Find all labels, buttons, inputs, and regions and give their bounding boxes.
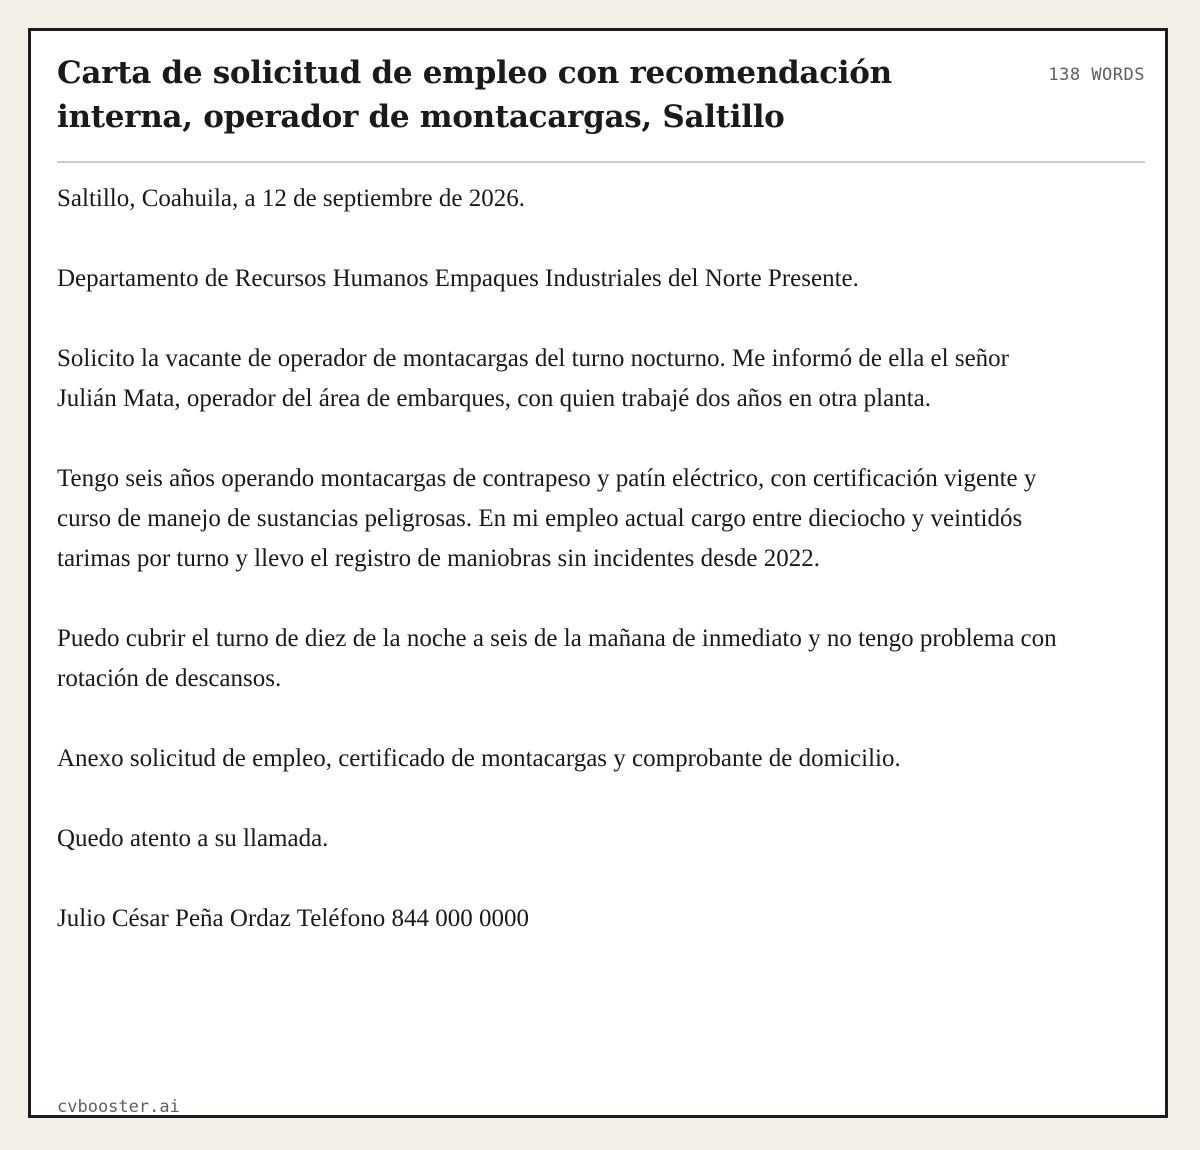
letter-card xyxy=(28,28,1168,1118)
letter-header xyxy=(57,51,1145,139)
letter-paragraph-experience: Tengo seis años operando montacargas de contrapeso y patín eléctrico, con certificación vigente y curso de manejo de sustancias peligrosas. En mi empleo actual cargo entre dieciocho y veintidós tarimas por turno y llevo el registro de maniobras sin incidentes desde 2022. xyxy=(57,465,1037,572)
letter-title: Carta de solicitud de empleo con recomendación interna, operador de montacargas, Saltillo xyxy=(57,55,892,135)
letter-date: Saltillo, Coahuila, a 12 de septiembre de 2026. xyxy=(57,185,525,212)
letter-paragraph-availability: Puedo cubrir el turno de diez de la noche a seis de la mañana de inmediato y no tengo problema con rotación de descansos. xyxy=(57,625,1057,692)
letter-paragraph-attachments: Anexo solicitud de empleo, certificado de montacargas y comprobante de domicilio. xyxy=(57,745,901,772)
word-count-badge: 138 WORDS xyxy=(1048,65,1145,85)
letter-body xyxy=(57,179,1057,939)
footer-brand: cvbooster.ai xyxy=(57,1097,180,1117)
letter-signature: Julio César Peña Ordaz Teléfono 844 000 0000 xyxy=(57,905,529,932)
letter-closing: Quedo atento a su llamada. xyxy=(57,825,329,852)
header-divider xyxy=(57,161,1145,163)
letter-paragraph-intro: Solicito la vacante de operador de montacargas del turno nocturno. Me informó de ella el señor Julián Mata, operador del área de embarques, con quien trabajé dos años en otra planta. xyxy=(57,345,1009,412)
letter-recipient: Departamento de Recursos Humanos Empaques Industriales del Norte Presente. xyxy=(57,265,859,292)
